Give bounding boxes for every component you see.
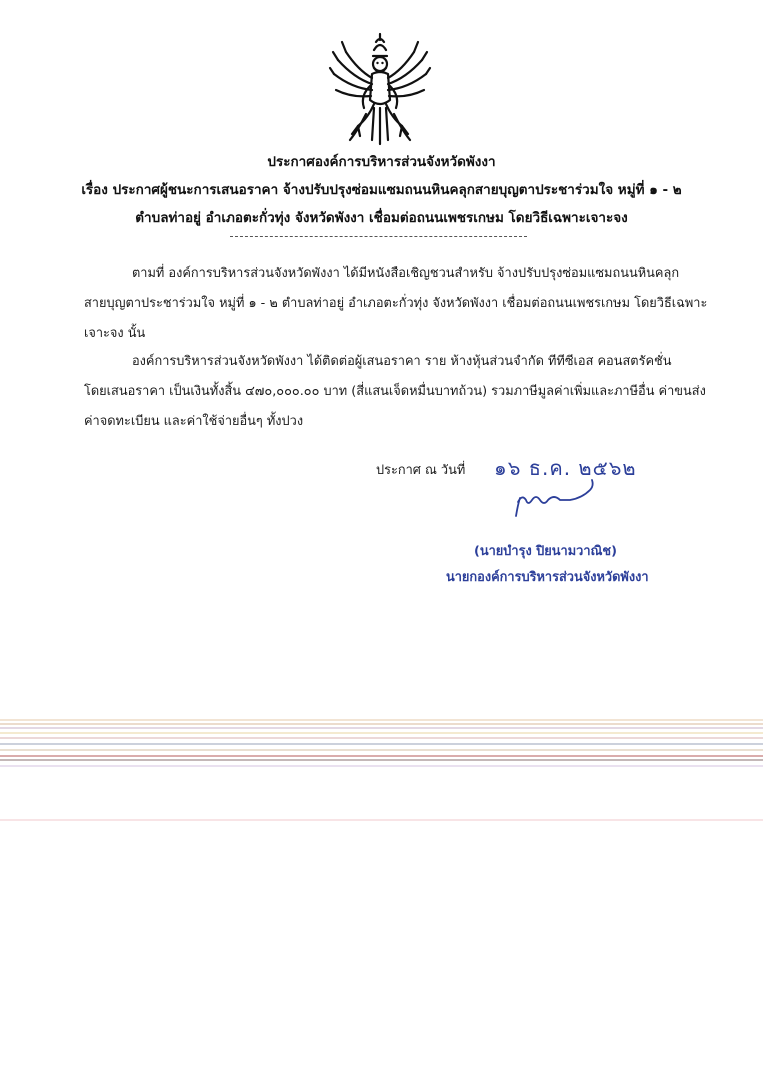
paragraph-2-line-1: องค์การบริหารส่วนจังหวัดพังงา ได้ติดต่อผู้เสนอราคา ราย ห้างหุ้นส่วนจำกัด ทีทีซีเอส คอนสตรัคชั่น [132, 354, 672, 369]
separator-dashes [230, 236, 527, 237]
handwritten-signature [508, 476, 608, 522]
announce-date-label: ประกาศ ณ วันที่ [376, 463, 466, 478]
signer-name: (นายบำรุง ปิยนามวาณิช) [474, 544, 617, 559]
paragraph-2-line-2: โดยเสนอราคา เป็นเงินทั้งสิ้น ๔๗๐,๐๐๐.๐๐ บาท (สี่แสนเจ็ดหมื่นบาทถ้วน) รวมภาษีมูลค่าเพิ่มและภาษีอื่น ค่าขนส่ง [84, 384, 706, 399]
org-title: ประกาศองค์การบริหารส่วนจังหวัดพังงา [267, 154, 496, 170]
garuda-emblem-icon [328, 30, 432, 148]
paragraph-2-line-3: ค่าจดทะเบียน และค่าใช้จ่ายอื่นๆ ทั้งปวง [84, 414, 304, 429]
signer-title: นายกองค์การบริหารส่วนจังหวัดพังงา [446, 570, 649, 585]
paragraph-1-line-2: สายบุญตาประชาร่วมใจ หมู่ที่ ๑ - ๒ ตำบลท่าอยู่ อำเภอตะกั่วทุ่ง จังหวัดพังงา เชื่อมต่อถนนเพชรเกษม โดยวิธีเฉพาะ [84, 296, 708, 311]
scan-artifact-lines [0, 716, 763, 826]
announce-date-stamp: ๑๖ ธ.ค. ๒๕๖๒ [494, 456, 637, 480]
paragraph-1-line-1: ตามที่ องค์การบริหารส่วนจังหวัดพังงา ได้มีหนังสือเชิญชวนสำหรับ จ้างปรับปรุงซ่อมแซมถนนหินคลุก [132, 266, 680, 281]
paragraph-1-line-3: เจาะจง นั้น [84, 326, 146, 341]
subject-line-1: เรื่อง ประกาศผู้ชนะการเสนอราคา จ้างปรับปรุงซ่อมแซมถนนหินคลุกสายบุญตาประชาร่วมใจ หมู่ที่ ๑ - ๒ [81, 182, 682, 198]
subject-line-2: ตำบลท่าอยู่ อำเภอตะกั่วทุ่ง จังหวัดพังงา เชื่อมต่อถนนเพชรเกษม โดยวิธีเฉพาะเจาะจง [135, 210, 628, 226]
